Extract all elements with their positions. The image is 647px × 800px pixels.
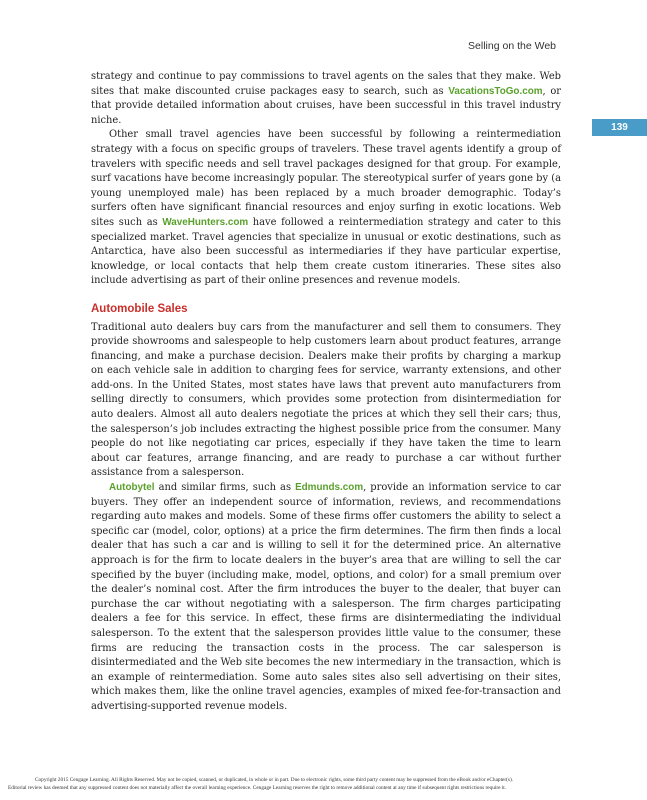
site-link-wavehunters[interactable]: WaveHunters.com (162, 216, 249, 228)
copyright-footer (0, 776, 647, 792)
site-link-vacationstogo[interactable]: VacationsToGo.com (448, 85, 543, 97)
body-text (91, 70, 561, 715)
para2-text-2: have followed a reintermediation strategy and cater to this specialized market. Travel agencies that specialize in unusual or exotic destinations, such as Antarctica, have also been successful as intermediaries if they have particular expertise, knowledge, or local contacts that help them create custom itineraries. These sites also include advertising as part of their online presences and revenue models. (91, 216, 562, 287)
footer-line-1: Copyright 2015 Cengage Learning. All Rights Reserved. May not be copied, scanned, or duplicated, in whole or in part. Due to electronic rights, some third party content may be suppressed from the eBook and/or eChapter(s). (35, 777, 514, 783)
section-heading: Automobile Sales (91, 302, 188, 315)
para4-text-2: , provide an information service to car buyers. They offer an independent source of information, reviews, and recommendations regarding auto makes and models. Some of these firms offer customers the ability to select a specific car (model, color, options) at a price the firm determines. The firm then finds a local dealer that has such a car and is willing to sell it for the determined price. An alternative approach is for the firm to locate dealers in the buyer’s area that are willing to sell the car specified by the buyer (including make, model, options, and color) for a small premium over the dealer’s nominal cost. After the firm introduces the buyer to the dealer, that buyer can purchase the car without negotiating with a salesperson. The firm charges participating dealers a fee for this service. In effect, these firms are disintermediating the individual salesperson. To the extent that the salesperson provides little value to the consumer, these firms are reducing the transaction costs in the process. The car salesperson is disintermediated and the Web site becomes the new intermediary in the transaction, which is an example of reintermediation. Some auto sales sites also sell advertising on their sites, which makes them, like the online travel agencies, examples of mixed fee-for-transaction and advertising-supported revenue models. (91, 482, 561, 712)
footer-line-2: Editorial review has deemed that any suppressed content does not materially affect the overall learning experience. Cengage Learning reserves the right to remove additional content at any time if subsequent rights restrictions require it. (8, 785, 507, 791)
paragraph-2 (91, 128, 561, 289)
paragraph-4 (91, 481, 561, 715)
site-link-edmunds[interactable]: Edmunds.com (295, 482, 364, 494)
para1-text-2: , or that provide detailed information about cruises, have been successful in this travel industry niche. (91, 85, 561, 126)
running-head: Selling on the Web (468, 40, 556, 52)
para2-text-1: Other small travel agencies have been successful by following a reintermediation strategy with a focus on specific groups of travelers. These travel agents identify a group of travelers with specific needs and sell travel packages designed for that group. For example, surf vacations have become increasingly popular. The stereotypical surfer of years gone by (a young unemployed male) has been replaced by a much broader demographic. Today’s surfers often have significant financial resources and enjoy surfing in exotic locations. Web sites such as (91, 129, 561, 228)
para4-text-1: and similar firms, such as (154, 482, 296, 494)
para1-text-1: strategy and continue to pay commissions to travel agents on the sales that they make. Web sites that make discounted cruise packages easy to search, such as (91, 71, 561, 97)
paragraph-1 (91, 70, 561, 128)
page-number-tab: 139 (592, 119, 647, 136)
site-link-autobytel[interactable]: Autobytel (109, 482, 155, 494)
paragraph-3: Traditional auto dealers buy cars from the manufacturer and sell them to consumers. They provide showrooms and salespeople to help customers learn about product features, arrange financing, and make a purchase decision. Dealers make their profits by charging a markup on each vehicle sale in addition to charging fees for service, warranty extensions, and other add-ons. In the United States, most states have laws that prevent auto manufacturers from selling directly to consumers, which provides some protection from disintermediation for auto dealers. Almost all auto dealers negotiate the prices at which they sell their cars; thus, the salesperson’s job includes extracting the highest possible price from the consumer. Many people do not like negotiating car prices, especially if they have taken the time to learn about car features, arrange financing, and are ready to purchase a car without further assistance from a salesperson. (91, 321, 561, 479)
